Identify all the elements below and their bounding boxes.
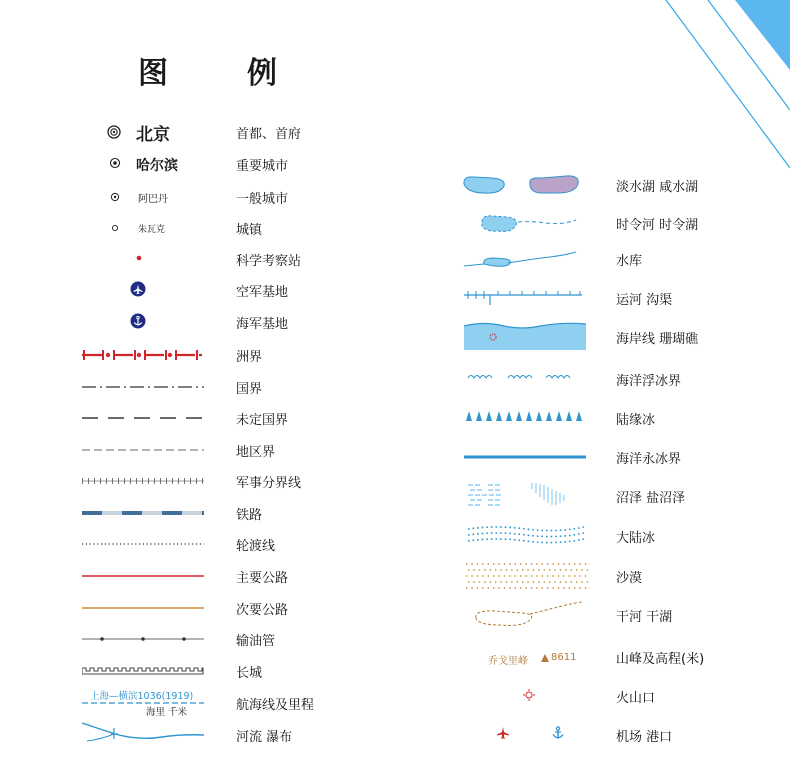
legend-row-research-station <box>0 244 400 274</box>
air-base-label: 空军基地 <box>236 285 289 300</box>
reservoir-symbol <box>462 246 586 272</box>
legend-row-floating-ice <box>440 364 770 394</box>
legend-row-river-waterfall <box>0 720 400 750</box>
ferry-symbol <box>82 541 204 547</box>
legend-row-pipeline <box>0 624 400 654</box>
military-line-symbol <box>82 474 204 488</box>
major-city-label: 重要城市 <box>236 159 289 174</box>
legend-row-dry-river <box>440 600 770 630</box>
peak-sample-elevation: 8611 <box>551 652 577 663</box>
national-boundary-label: 国界 <box>236 382 263 397</box>
pipeline-label: 输油管 <box>236 634 276 649</box>
legend-row-capital <box>0 117 400 147</box>
port-anchor-icon <box>551 726 565 740</box>
title-char-1: 图 <box>138 56 170 91</box>
capital-label: 首都、首府 <box>236 127 302 142</box>
volcano-icon <box>523 689 535 701</box>
coastline-label: 海岸线 珊瑚礁 <box>616 332 699 347</box>
seasonal-label: 时令河 时令湖 <box>616 218 699 233</box>
town-icon <box>110 223 120 233</box>
secondary-road-label: 次要公路 <box>236 603 289 618</box>
railway-symbol <box>82 509 204 517</box>
legend-row-canal <box>440 283 770 313</box>
legend-row-undetermined-boundary <box>0 403 400 433</box>
major-city-icon <box>109 157 121 169</box>
legend-row-national-boundary <box>0 372 400 402</box>
peak-triangle-icon <box>540 653 550 663</box>
legend-row-coastline <box>440 322 770 352</box>
legend-row-secondary-road <box>0 593 400 623</box>
legend-row-naval-base <box>0 307 400 337</box>
legend-row-regional-boundary <box>0 435 400 465</box>
dry-river-symbol <box>466 600 590 630</box>
air-base-icon <box>130 281 146 297</box>
river-waterfall-label: 河流 瀑布 <box>236 730 293 745</box>
seasonal-symbol <box>462 210 586 236</box>
desert-label: 沙漠 <box>616 571 643 586</box>
title-char-2: 例 <box>247 56 279 91</box>
naval-base-label: 海军基地 <box>236 317 289 332</box>
legend-row-land-ice <box>440 403 770 433</box>
lakes-symbol <box>462 172 586 196</box>
continent-boundary-symbol <box>82 348 204 362</box>
floating-ice-label: 海洋浮冰界 <box>616 374 682 389</box>
desert-symbol <box>466 561 590 591</box>
pipeline-symbol <box>82 634 204 644</box>
great-wall-symbol <box>82 664 204 676</box>
secondary-road-symbol <box>82 605 204 611</box>
ice-sheet-label: 大陆冰 <box>616 531 656 546</box>
lakes-label: 淡水湖 咸水湖 <box>616 180 699 195</box>
military-line-label: 军事分界线 <box>236 476 302 491</box>
swamp-symbol <box>466 481 590 511</box>
great-wall-label: 长城 <box>236 666 263 681</box>
peak-sample-name: 乔戈里峰 <box>488 656 528 667</box>
legend-row-airport-port <box>440 720 770 750</box>
legend-row-seasonal <box>440 208 770 238</box>
legend-row-city <box>0 182 400 212</box>
legend-row-railway <box>0 498 400 528</box>
research-station-label: 科学考察站 <box>236 254 302 269</box>
river-waterfall-symbol <box>82 720 204 746</box>
legend-row-permanent-ice <box>440 442 770 472</box>
legend-row-volcano <box>440 681 770 711</box>
undetermined-boundary-label: 未定国界 <box>236 413 289 428</box>
main-road-label: 主要公路 <box>236 571 289 586</box>
legend-row-desert <box>440 561 770 591</box>
legend-row-air-base <box>0 275 400 305</box>
legend-row-ferry <box>0 529 400 559</box>
regional-boundary-label: 地区界 <box>236 445 276 460</box>
research-station-icon <box>135 254 143 262</box>
canal-label: 运河 沟渠 <box>616 293 673 308</box>
floating-ice-symbol <box>466 372 590 384</box>
canal-symbol <box>462 285 586 309</box>
city-label: 一般城市 <box>236 192 289 207</box>
city-icon <box>110 192 120 202</box>
shipping-route-unit-note: 海里 千米 <box>146 707 188 718</box>
major-city-sample: 哈尔滨 <box>136 158 178 174</box>
shipping-route-sample: 上海—横滨1036(1919) <box>90 691 194 702</box>
regional-boundary-symbol <box>82 445 204 455</box>
main-road-symbol <box>82 573 204 579</box>
legend-row-shipping-route <box>0 688 400 718</box>
continent-boundary-label: 洲界 <box>236 350 263 365</box>
legend-row-peak <box>440 642 770 672</box>
permanent-ice-label: 海洋永冰界 <box>616 452 682 467</box>
land-ice-symbol <box>466 409 590 423</box>
town-sample: 朱瓦克 <box>138 225 166 235</box>
ferry-label: 轮渡线 <box>236 539 276 554</box>
town-label: 城镇 <box>236 223 263 238</box>
permanent-ice-symbol <box>464 454 588 460</box>
capital-icon <box>106 124 122 140</box>
legend-row-town <box>0 213 400 243</box>
airport-icon <box>496 726 510 740</box>
capital-sample: 北京 <box>136 125 170 145</box>
legend-row-lakes <box>440 170 770 200</box>
shipping-route-label: 航海线及里程 <box>236 698 315 713</box>
legend-row-military-line <box>0 466 400 496</box>
coastline-symbol <box>464 320 588 352</box>
naval-base-icon <box>130 313 146 329</box>
volcano-label: 火山口 <box>616 691 656 706</box>
legend-row-continent-boundary <box>0 340 400 370</box>
undetermined-boundary-symbol <box>82 413 204 423</box>
national-boundary-symbol <box>82 382 204 392</box>
railway-label: 铁路 <box>236 508 263 523</box>
legend-row-great-wall <box>0 656 400 686</box>
legend-row-major-city <box>0 149 400 179</box>
reservoir-label: 水库 <box>616 254 643 269</box>
land-ice-label: 陆缘冰 <box>616 413 656 428</box>
dry-river-label: 干河 干湖 <box>616 610 673 625</box>
swamp-label: 沼泽 盐沼泽 <box>616 491 686 506</box>
city-sample: 阿巴丹 <box>138 194 168 205</box>
airport-port-label: 机场 港口 <box>616 730 673 745</box>
legend-row-main-road <box>0 561 400 591</box>
ice-sheet-symbol <box>466 521 590 551</box>
legend-row-reservoir <box>440 244 770 274</box>
legend-row-swamp <box>440 481 770 511</box>
legend-row-ice-sheet <box>440 521 770 551</box>
peak-label: 山峰及高程(米) <box>616 652 705 667</box>
